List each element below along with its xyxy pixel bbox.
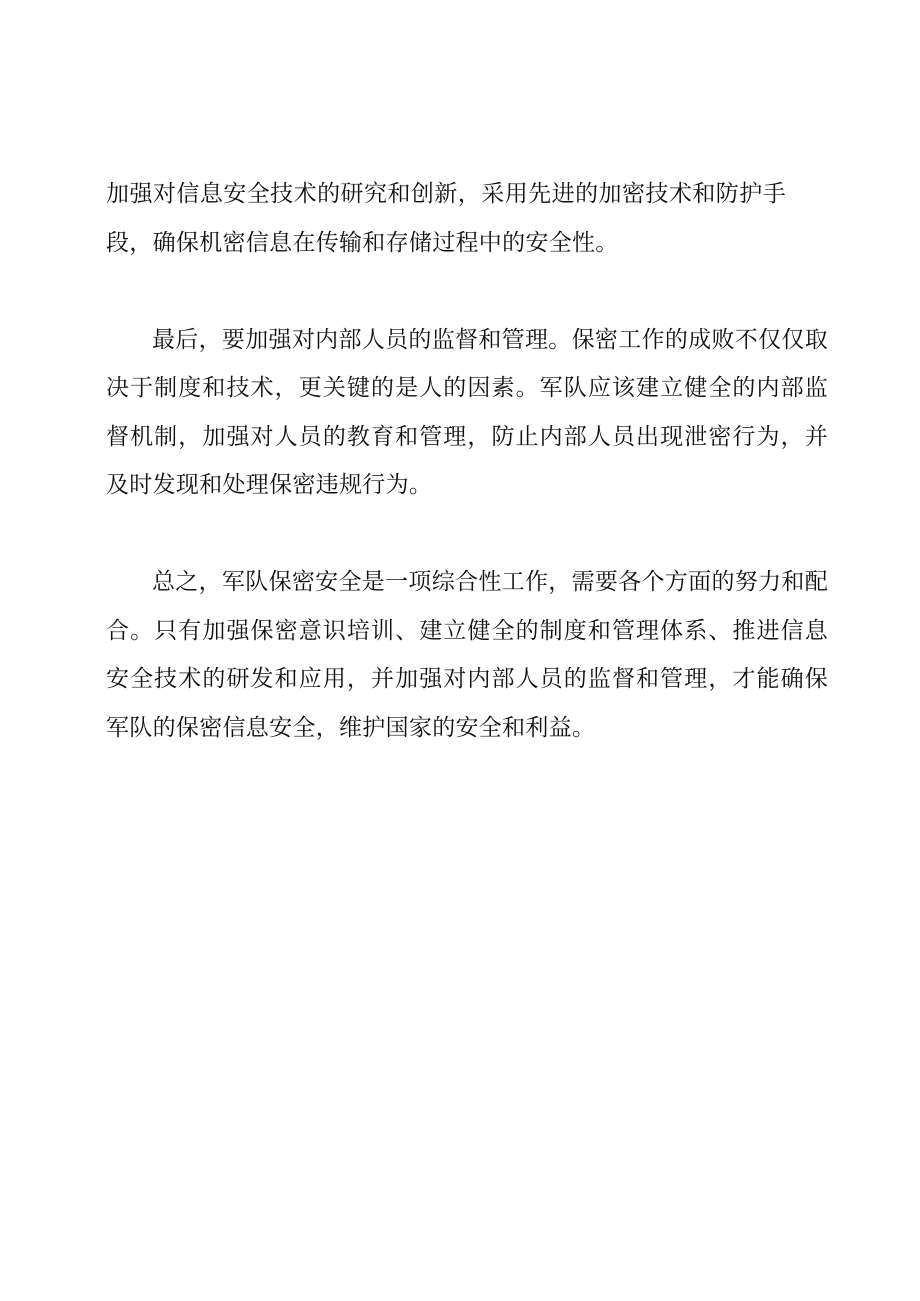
paragraph-internal-supervision: 最后，要加强对内部人员的监督和管理。保密工作的成败不仅仅取决于制度和技术，更关键的是人的因素。军队应该建立健全的内部监督机制，加强对人员的教育和管理，防止内部人员出现泄密行为，并及时发现和处理保密违规行为。 — [106, 326, 828, 498]
paragraph-conclusion: 总之，军队保密安全是一项综合性工作，需要各个方面的努力和配合。只有加强保密意识培训、建立健全的制度和管理体系、推进信息安全技术的研发和应用，并加强对内部人员的监督和管理，才能确保军队的保密信息安全，维护国家的安全和利益。 — [106, 569, 828, 741]
document-body — [106, 170, 828, 752]
paragraph-gap — [106, 267, 828, 316]
paragraph-gap — [106, 510, 828, 559]
paragraph-continued: 加强对信息安全技术的研究和创新，采用先进的加密技术和防护手段，确保机密信息在传输和存储过程中的安全性。 — [106, 181, 786, 256]
